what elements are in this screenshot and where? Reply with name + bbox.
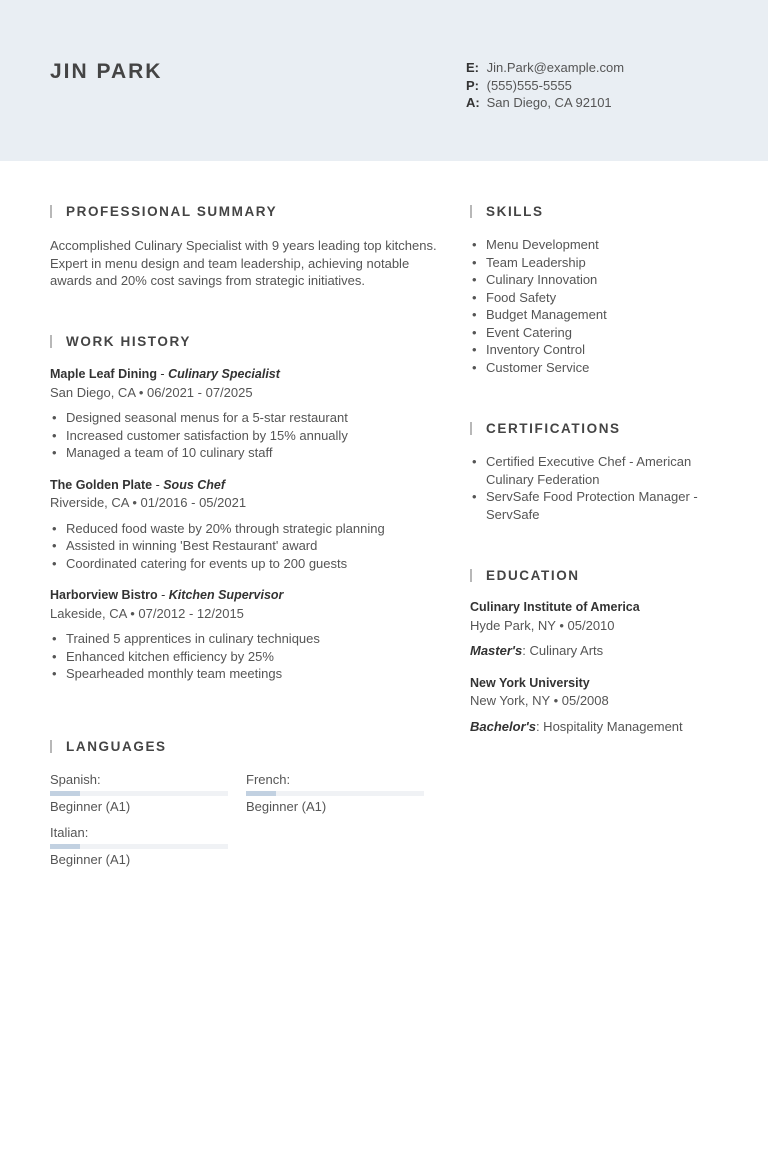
contact-phone bbox=[466, 77, 624, 95]
job-bullet: • Designed seasonal menus for a 5-star restaurant bbox=[50, 409, 440, 427]
language-name: French: bbox=[246, 772, 291, 787]
education-school: Culinary Institute of America bbox=[470, 600, 640, 614]
skills-section bbox=[470, 203, 730, 376]
education-location-date: Hyde Park, NY • 05/2010 bbox=[470, 617, 615, 633]
certification-item bbox=[470, 453, 730, 488]
heading-bar bbox=[50, 740, 52, 753]
job-entry bbox=[50, 587, 440, 683]
job-location-dates: Riverside, CA • 01/2016 - 05/2021 bbox=[50, 495, 247, 510]
job-title-line bbox=[50, 477, 440, 495]
education-location-date: New York, NY • 05/2008 bbox=[470, 693, 609, 708]
heading-bar bbox=[50, 205, 52, 218]
contact-address-value: San Diego, CA 92101 bbox=[486, 95, 612, 110]
job-entry bbox=[50, 477, 440, 573]
skill-item: • Inventory Control bbox=[470, 341, 730, 359]
heading-bar bbox=[50, 335, 52, 348]
contact-phone-label: P: bbox=[466, 77, 479, 93]
education-degree-line bbox=[470, 718, 730, 736]
education-school: New York University bbox=[470, 675, 590, 690]
skill-item: • Budget Management bbox=[470, 306, 730, 324]
job-role: Kitchen Supervisor bbox=[168, 588, 284, 602]
job-bullets bbox=[50, 409, 440, 462]
language-item bbox=[50, 771, 228, 815]
language-bar-track bbox=[50, 791, 228, 796]
job-bullet: • Coordinated catering for events up to 200 guests bbox=[50, 555, 440, 573]
skill-item: • Culinary Innovation bbox=[470, 271, 730, 289]
summary-line: Accomplished Culinary Specialist with 9 years leading top kitchens. bbox=[50, 238, 437, 253]
contact-block bbox=[466, 59, 624, 112]
skills-heading bbox=[470, 203, 730, 219]
job-bullet: • Assisted in winning 'Best Restaurant' award bbox=[50, 537, 440, 555]
job-separator: - bbox=[157, 588, 169, 602]
education-field: : Culinary Arts bbox=[522, 643, 604, 658]
certification-line: • Certified Executive Chef - American bbox=[486, 454, 692, 469]
work-history-section bbox=[50, 333, 440, 683]
language-bar-fill bbox=[50, 791, 80, 796]
education-heading-text: EDUCATION bbox=[486, 567, 580, 583]
work-history-heading-text: WORK HISTORY bbox=[66, 333, 191, 349]
job-bullets bbox=[50, 520, 440, 573]
job-bullet: • Trained 5 apprentices in culinary techniques bbox=[50, 630, 440, 648]
language-name: Italian: bbox=[50, 825, 89, 840]
job-bullet: • Managed a team of 10 culinary staff bbox=[50, 444, 440, 462]
certification-line: • ServSafe Food Protection Manager - bbox=[486, 489, 698, 504]
contact-phone-value: (555)555-5555 bbox=[486, 77, 572, 93]
heading-bar bbox=[470, 569, 472, 582]
skill-item: • Team Leadership bbox=[470, 254, 730, 272]
skill-item: • Food Safety bbox=[470, 289, 730, 307]
job-location-dates: San Diego, CA • 06/2021 - 07/2025 bbox=[50, 384, 253, 400]
heading-bar bbox=[470, 422, 472, 435]
summary-text bbox=[50, 237, 440, 290]
skill-item: • Event Catering bbox=[470, 324, 730, 342]
job-role: Culinary Specialist bbox=[168, 367, 280, 381]
job-company: The Golden Plate bbox=[50, 477, 153, 492]
language-bar-track bbox=[50, 844, 228, 849]
language-level: Beginner (A1) bbox=[50, 852, 131, 867]
education-entry bbox=[470, 599, 730, 660]
education-degree-line bbox=[470, 642, 730, 660]
contact-email-value: Jin.Park@example.com bbox=[486, 60, 625, 75]
language-bar-fill bbox=[246, 791, 276, 796]
heading-bar bbox=[470, 205, 472, 218]
work-history-heading bbox=[50, 333, 440, 349]
skill-item: • Menu Development bbox=[470, 236, 730, 254]
summary-section bbox=[50, 203, 440, 290]
job-entry bbox=[50, 366, 440, 462]
contact-email-label: E: bbox=[466, 60, 479, 75]
job-bullet: • Spearheaded monthly team meetings bbox=[50, 665, 440, 683]
language-item bbox=[246, 771, 424, 815]
job-bullet: • Reduced food waste by 20% through strategic planning bbox=[50, 520, 440, 538]
certification-item bbox=[470, 488, 730, 523]
job-company: Harborview Bistro bbox=[50, 588, 158, 602]
education-field: : Hospitality Management bbox=[535, 718, 683, 734]
language-level: Beginner (A1) bbox=[50, 799, 131, 814]
job-bullet: • Increased customer satisfaction by 15% annually bbox=[50, 427, 440, 445]
certifications-heading-text: CERTIFICATIONS bbox=[486, 420, 621, 436]
certifications-list bbox=[470, 453, 730, 523]
summary-line: awards and 20% cost savings from strategic initiatives. bbox=[50, 273, 366, 288]
education-degree: Master's bbox=[470, 643, 523, 658]
certification-line: Culinary Federation bbox=[486, 471, 600, 487]
education-section bbox=[470, 567, 730, 735]
summary-heading bbox=[50, 203, 440, 219]
certifications-heading bbox=[470, 420, 730, 436]
education-heading bbox=[470, 567, 730, 583]
summary-heading-text: PROFESSIONAL SUMMARY bbox=[66, 203, 278, 219]
certifications-section bbox=[470, 420, 730, 523]
job-separator: - bbox=[156, 367, 169, 381]
job-bullets bbox=[50, 630, 440, 683]
education-entry bbox=[470, 675, 730, 736]
job-title-line bbox=[50, 587, 440, 605]
languages-heading-text: LANGUAGES bbox=[66, 738, 167, 754]
contact-address-label: A: bbox=[466, 95, 480, 110]
candidate-name: JIN PARK bbox=[50, 60, 163, 83]
education-degree: Bachelor's bbox=[470, 718, 536, 734]
skill-item: • Customer Service bbox=[470, 359, 730, 377]
skills-list bbox=[470, 236, 730, 376]
job-role: Sous Chef bbox=[163, 477, 226, 492]
language-bar-track bbox=[246, 791, 424, 796]
job-title-line bbox=[50, 366, 440, 384]
languages-heading bbox=[50, 738, 430, 754]
language-level: Beginner (A1) bbox=[246, 799, 327, 814]
job-company: Maple Leaf Dining bbox=[50, 367, 157, 381]
contact-address bbox=[466, 94, 624, 112]
language-bar-fill bbox=[50, 844, 80, 849]
certification-line: ServSafe bbox=[486, 506, 540, 522]
summary-line: Expert in menu design and team leadership, achieving notable bbox=[50, 255, 410, 271]
contact-email bbox=[466, 59, 624, 77]
job-bullet: • Enhanced kitchen efficiency by 25% bbox=[50, 648, 440, 666]
languages-section bbox=[50, 738, 430, 754]
job-separator: - bbox=[152, 477, 164, 492]
skills-heading-text: SKILLS bbox=[486, 203, 544, 219]
resume-header bbox=[0, 0, 768, 161]
job-location-dates: Lakeside, CA • 07/2012 - 12/2015 bbox=[50, 605, 244, 621]
language-name: Spanish: bbox=[50, 772, 101, 787]
language-item bbox=[50, 824, 228, 868]
